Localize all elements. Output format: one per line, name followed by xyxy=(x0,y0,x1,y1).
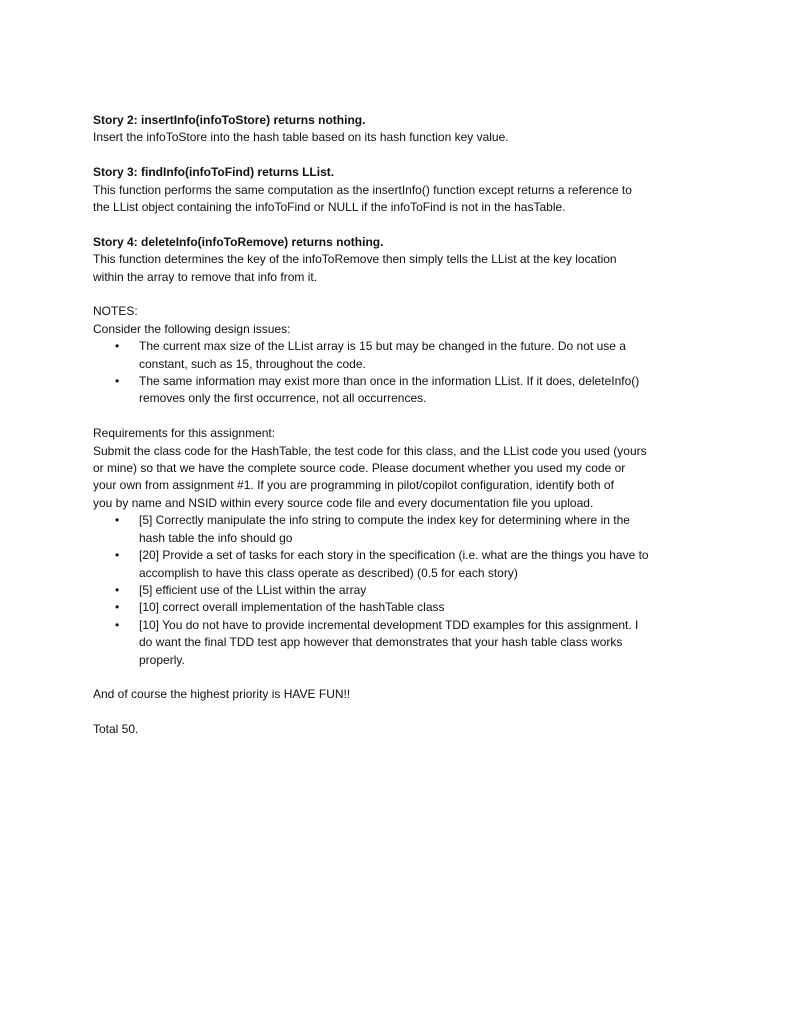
list-item-text: The same information may exist more than once in the information LList. If it does, deleteInfo() xyxy=(139,374,640,389)
story-2-text: Insert the infoToStore into the hash table based on its hash function key value. xyxy=(93,130,509,145)
story-2 xyxy=(93,112,713,147)
bullet-icon: • xyxy=(115,374,120,389)
requirements-text: you by name and NSID within every source code file and every documentation file you upload. xyxy=(93,495,594,510)
list-item xyxy=(93,582,713,599)
requirements xyxy=(93,425,713,669)
bullet-icon: • xyxy=(115,617,120,632)
bullet-icon: • xyxy=(115,600,120,615)
requirements-heading: Requirements for this assignment: xyxy=(93,426,276,441)
list-item-text: do want the final TDD test app however that demonstrates that your hash table class works xyxy=(139,635,623,650)
story-4-title: Story 4: deleteInfo(infoToRemove) returns nothing. xyxy=(93,234,384,249)
notes-intro: Consider the following design issues: xyxy=(93,321,291,336)
story-3-text: the LList object containing the infoToFind or NULL if the infoToFind is not in the hasTable. xyxy=(93,200,566,215)
requirements-list xyxy=(93,512,713,669)
notes-list xyxy=(93,338,713,408)
story-4-text: This function determines the key of the infoToRemove then simply tells the LList at the key location xyxy=(93,252,617,267)
story-3-title: Story 3: findInfo(infoToFind) returns LList. xyxy=(93,165,335,180)
list-item xyxy=(93,547,713,582)
requirements-text: Submit the class code for the HashTable, the test code for this class, and the LList code you used (yours xyxy=(93,443,647,458)
document-body xyxy=(93,112,713,739)
list-item-text: removes only the first occurrence, not all occurrences. xyxy=(139,391,427,406)
list-item xyxy=(93,617,713,669)
list-item xyxy=(93,599,713,616)
story-3 xyxy=(93,164,713,216)
list-item-text: properly. xyxy=(139,652,185,667)
list-item xyxy=(93,338,713,373)
story-3-text: This function performs the same computation as the insertInfo() function except returns a reference to xyxy=(93,182,632,197)
list-item xyxy=(93,512,713,547)
list-item-text: hash table the info should go xyxy=(139,530,293,545)
list-item-text: [5] efficient use of the LList within the array xyxy=(139,582,367,597)
list-item-text: [20] Provide a set of tasks for each story in the specification (i.e. what are the things you have to xyxy=(139,548,649,563)
notes xyxy=(93,303,713,407)
notes-heading: NOTES: xyxy=(93,304,138,319)
bullet-icon: • xyxy=(115,513,120,528)
list-item-text: [10] correct overall implementation of the hashTable class xyxy=(139,600,445,615)
bullet-icon: • xyxy=(115,548,120,563)
story-4-text: within the array to remove that info from it. xyxy=(93,269,318,284)
list-item-text: The current max size of the LList array is 15 but may be changed in the future. Do not use a xyxy=(139,339,626,354)
closing-text: And of course the highest priority is HAVE FUN!! xyxy=(93,687,351,702)
list-item-text: [5] Correctly manipulate the info string to compute the index key for determining where in the xyxy=(139,513,630,528)
story-4 xyxy=(93,234,713,286)
list-item xyxy=(93,373,713,408)
requirements-text: your own from assignment #1. If you are programming in pilot/copilot configuration, identify both of xyxy=(93,478,614,493)
list-item-text: [10] You do not have to provide incremental development TDD examples for this assignment. I xyxy=(139,617,639,632)
story-2-title: Story 2: insertInfo(infoToStore) returns nothing. xyxy=(93,113,366,127)
bullet-icon: • xyxy=(115,339,120,354)
total-text: Total 50. xyxy=(93,722,139,737)
list-item-text: constant, such as 15, throughout the code. xyxy=(139,356,366,371)
bullet-icon: • xyxy=(115,582,120,597)
list-item-text: accomplish to have this class operate as described) (0.5 for each story) xyxy=(139,565,518,580)
requirements-text: or mine) so that we have the complete source code. Please document whether you used my code or xyxy=(93,461,626,476)
